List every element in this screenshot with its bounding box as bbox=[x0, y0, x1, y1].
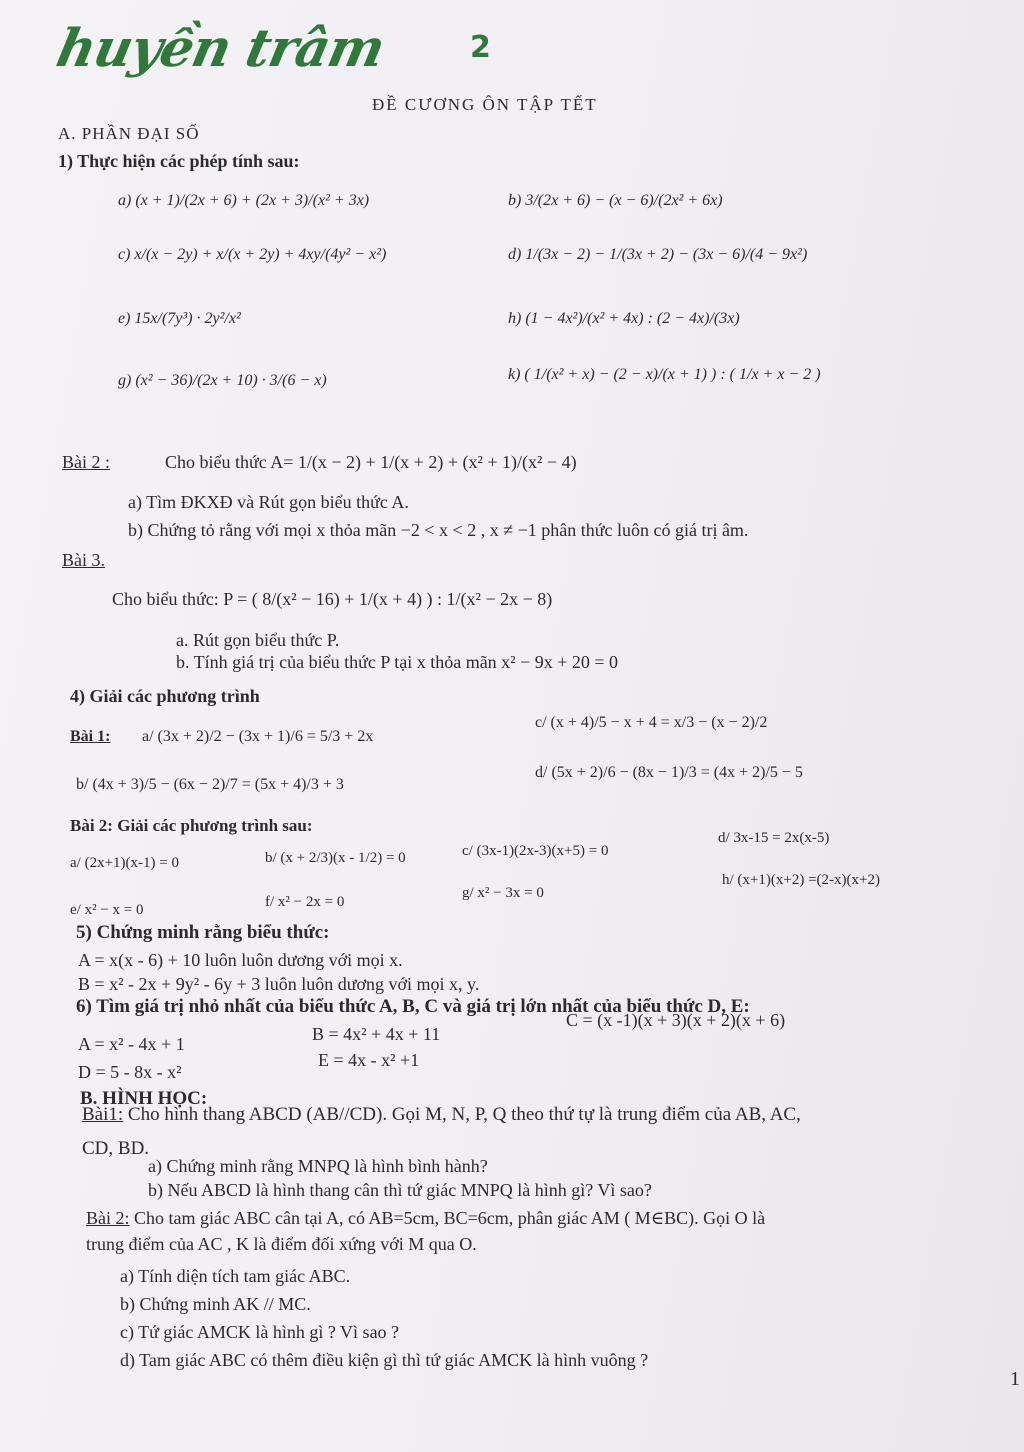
q1-d: d) 1/(3x − 2) − 1/(3x + 2) − (3x − 6)/(4 − 9x²) bbox=[508, 246, 808, 263]
hh2-text: Cho tam giác ABC cân tại A, có AB=5cm, BC=6cm, phân giác AM ( M∈BC). Gọi O là bbox=[129, 1208, 766, 1228]
q1-a: a) (x + 1)/(2x + 6) + (2x + 3)/(x² + 3x) bbox=[118, 192, 370, 209]
q4-a: a/ (3x + 2)/2 − (3x + 1)/6 = 5/3 + 2x bbox=[142, 728, 374, 745]
bai2-pt-d: d/ 3x-15 = 2x(x-5) bbox=[718, 830, 830, 846]
q5-a: A = x(x - 6) + 10 luôn luôn dương với mọi x. bbox=[78, 950, 403, 970]
q1-b: b) 3/(2x + 6) − (x − 6)/(2x² + 6x) bbox=[508, 192, 723, 209]
bai3-label: Bài 3. bbox=[62, 550, 105, 570]
page-number: 1 bbox=[1010, 1368, 1020, 1390]
hh1-text: Cho hình thang ABCD (AB//CD). Gọi M, N, P, Q theo thứ tự là trung điểm của AB, AC, bbox=[123, 1104, 801, 1125]
q4-d: d/ (5x + 2)/6 − (8x − 1)/3 = (4x + 2)/5 − 5 bbox=[535, 764, 803, 781]
q6-heading: 6) Tìm giá trị nhỏ nhất của biểu thức A, B, C và giá trị lớn nhất của biểu thức D, E: bbox=[76, 996, 750, 1017]
q6-b: B = 4x² + 4x + 11 bbox=[312, 1024, 441, 1044]
bai3-statement: Cho biểu thức: P = ( 8/(x² − 16) + 1/(x + 4) ) : 1/(x² − 2x − 8) bbox=[112, 589, 553, 609]
q6-a: A = x² - 4x + 1 bbox=[78, 1034, 185, 1054]
section-b-heading: B. HÌNH HỌC: bbox=[80, 1088, 208, 1109]
hh2-a: a) Tính diện tích tam giác ABC. bbox=[120, 1266, 351, 1286]
handwritten-page-number: 2 bbox=[470, 30, 491, 65]
hh2-label: Bài 2: bbox=[86, 1208, 130, 1228]
hh2-line1 bbox=[86, 1208, 765, 1229]
q6-c: C = (x -1)(x + 3)(x + 2)(x + 6) bbox=[566, 1010, 786, 1030]
bai2-pt-heading: Bài 2: Giải các phương trình sau: bbox=[70, 816, 313, 835]
hh1-a: a) Chứng minh rằng MNPQ là hình bình hành? bbox=[148, 1156, 488, 1176]
bai2-pt-a: a/ (2x+1)(x-1) = 0 bbox=[70, 855, 179, 871]
bai2-pt-h: h/ (x+1)(x+2) =(2-x)(x+2) bbox=[722, 872, 880, 888]
bai3-a: a. Rút gọn biểu thức P. bbox=[176, 630, 340, 650]
bai3-b: b. Tính giá trị của biểu thức P tại x thỏa mãn x² − 9x + 20 = 0 bbox=[176, 652, 619, 672]
hh1-line2: CD, BD. bbox=[82, 1138, 150, 1159]
q4-heading: 4) Giải các phương trình bbox=[70, 686, 260, 706]
q1-c: c) x/(x − 2y) + x/(x + 2y) + 4xy/(4y² − x²) bbox=[118, 246, 387, 263]
q1-h: h) (1 − 4x²)/(x² + 4x) : (2 − 4x)/(3x) bbox=[508, 310, 740, 327]
q6-e: E = 4x - x² +1 bbox=[318, 1050, 420, 1070]
hh1-line1 bbox=[82, 1104, 801, 1126]
bai2-pt-e: e/ x² − x = 0 bbox=[70, 902, 144, 918]
bai2-statement: Cho biểu thức A= 1/(x − 2) + 1/(x + 2) + (x² + 1)/(x² − 4) bbox=[165, 452, 577, 472]
q1-heading: 1) Thực hiện các phép tính sau: bbox=[58, 151, 300, 171]
bai2-a: a) Tìm ĐKXĐ và Rút gọn biểu thức A. bbox=[128, 492, 409, 512]
section-a-heading: A. PHẦN ĐẠI SỐ bbox=[58, 124, 200, 143]
bai2-pt-c: c/ (3x-1)(2x-3)(x+5) = 0 bbox=[462, 843, 609, 859]
hh2-d: d) Tam giác ABC có thêm điều kiện gì thì tứ giác AMCK là hình vuông ? bbox=[120, 1350, 649, 1370]
q4-b: b/ (4x + 3)/5 − (6x − 2)/7 = (5x + 4)/3 + 3 bbox=[76, 776, 344, 793]
q4-c: c/ (x + 4)/5 − x + 4 = x/3 − (x − 2)/2 bbox=[535, 714, 768, 731]
hh2-c: c) Tứ giác AMCK là hình gì ? Vì sao ? bbox=[120, 1322, 400, 1342]
bai2-pt-g: g/ x² − 3x = 0 bbox=[462, 885, 544, 901]
hh2-b: b) Chứng minh AK // MC. bbox=[120, 1294, 311, 1314]
hh1-b: b) Nếu ABCD là hình thang cân thì tứ giác MNPQ là hình gì? Vì sao? bbox=[148, 1180, 652, 1200]
q5-b: B = x² - 2x + 9y² - 6y + 3 luôn luôn dương với mọi x, y. bbox=[78, 974, 480, 994]
q6-d: D = 5 - 8x - x² bbox=[78, 1062, 182, 1082]
bai2-pt-b: b/ (x + 2/3)(x - 1/2) = 0 bbox=[265, 850, 406, 866]
q4-bai1-label: Bài 1: bbox=[70, 728, 111, 745]
handwritten-signature: huyền trâm bbox=[51, 18, 390, 79]
q5-heading: 5) Chứng minh rằng biểu thức: bbox=[76, 922, 330, 943]
hh2-line2: trung điểm của AC , K là điểm đối xứng với M qua O. bbox=[86, 1234, 477, 1254]
document-title: ĐỀ CƯƠNG ÔN TẬP TẾT bbox=[372, 95, 598, 114]
q1-e: e) 15x/(7y³) · 2y²/x² bbox=[118, 310, 241, 327]
bai2-label: Bài 2 : bbox=[62, 452, 110, 472]
q1-g: g) (x² − 36)/(2x + 10) · 3/(6 − x) bbox=[118, 372, 327, 389]
q1-k: k) ( 1/(x² + x) − (2 − x)/(x + 1) ) : ( 1/x + x − 2 ) bbox=[508, 366, 821, 383]
hh1-label: Bài1: bbox=[82, 1104, 124, 1125]
bai2-b: b) Chứng tỏ rằng với mọi x thỏa mãn −2 < x < 2 , x ≠ −1 phân thức luôn có giá trị âm. bbox=[128, 520, 749, 540]
bai2-pt-f: f/ x² − 2x = 0 bbox=[265, 894, 345, 910]
